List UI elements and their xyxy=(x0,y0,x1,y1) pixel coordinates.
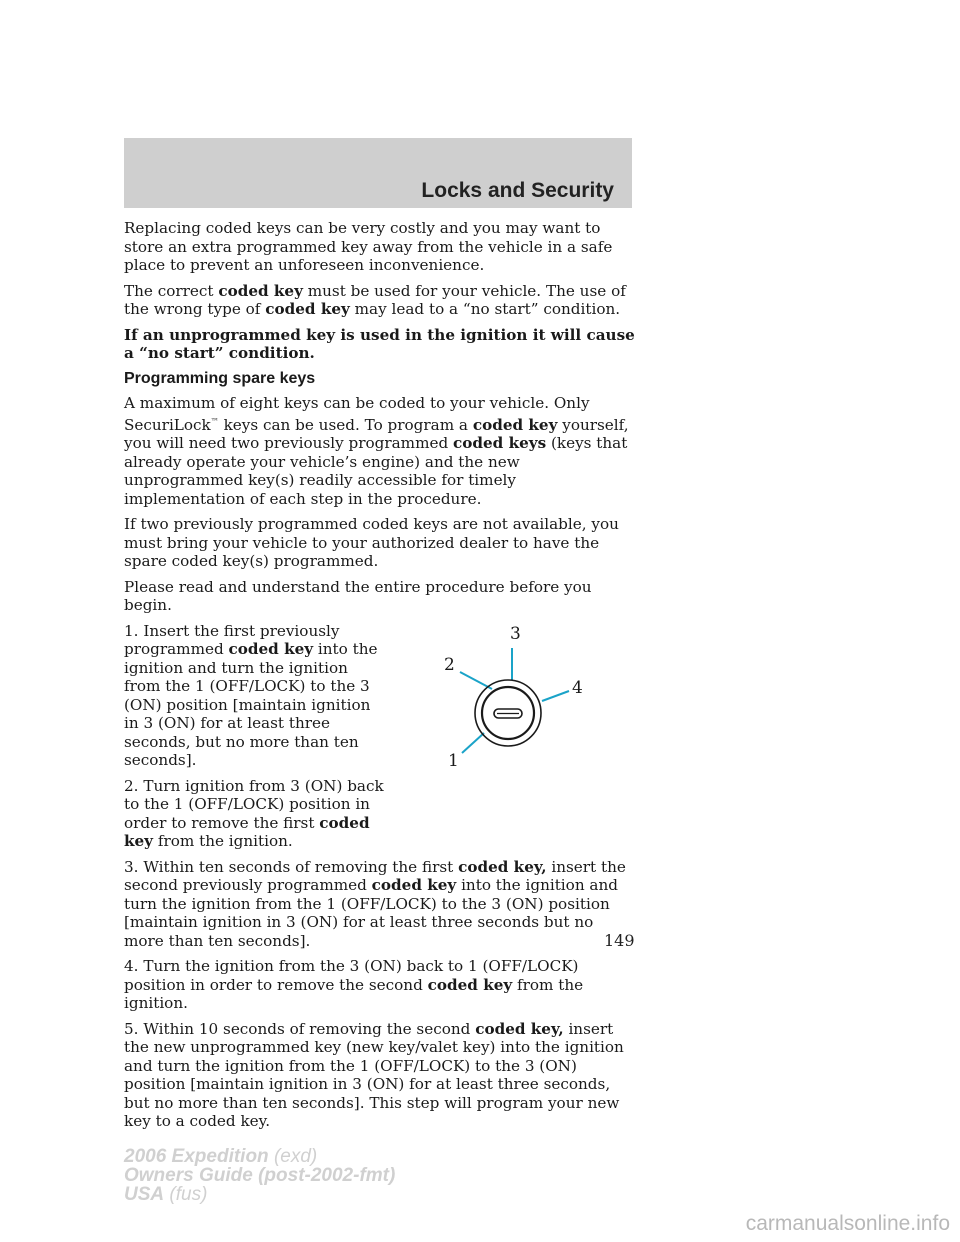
paragraph-dealer-note: If two previously programmed coded keys are not available, you must bring your vehicle to your authorized dealer to have the spare coded key(s) programmed. xyxy=(124,515,619,571)
bold-term: coded key xyxy=(265,300,350,318)
text-run: into the ignition and turn the ignition from the 1 (OFF/LOCK) to the 3 (ON) position [maintain ignition in 3 (ON) for at least three seconds but no more than ten seconds]. xyxy=(124,876,618,950)
page-content xyxy=(124,219,636,1138)
bold-term: coded key xyxy=(371,876,457,895)
watermark-link[interactable]: carmanualsonline.info xyxy=(745,1212,950,1235)
section-title: Locks and Security xyxy=(421,179,614,202)
bold-term: coded key xyxy=(427,975,513,994)
step-5 xyxy=(124,1020,636,1131)
step-2 xyxy=(124,777,386,851)
text-run: insert the second previously programmed xyxy=(124,857,626,895)
bold-term: coded keys xyxy=(453,434,547,453)
steps-column xyxy=(124,622,386,851)
footer-model-code: (exd) xyxy=(268,1146,318,1167)
page-number: 149 xyxy=(604,931,635,950)
step-4 xyxy=(124,957,636,1013)
text-run: into the ignition and turn the ignition from the 1 (OFF/LOCK) to the 3 (ON) position [maintain ignition in 3 (ON) for at least three seconds, but no more than ten seconds]. xyxy=(124,640,378,770)
bold-term: coded key xyxy=(124,813,370,851)
text-run: A maximum of eight keys can be coded to your vehicle. Only SecuriLock xyxy=(124,394,590,434)
text-run: from the ignition. xyxy=(124,975,584,1013)
text-run: 5. Within 10 seconds of removing the second xyxy=(124,1019,476,1038)
position-3-label: 3 xyxy=(510,623,521,644)
subheading-programming-spare-keys: Programming spare keys xyxy=(124,369,316,387)
footer-line-2: Owners Guide (post-2002-fmt) xyxy=(124,1165,396,1186)
bold-term: coded key, xyxy=(458,857,547,876)
step-3 xyxy=(124,858,636,951)
text-run: must be used for your vehicle. The use of the wrong type of xyxy=(124,281,626,318)
position-4-line xyxy=(542,691,569,701)
step-1 xyxy=(124,622,386,770)
text-run: The correct xyxy=(124,281,219,300)
bold-term: coded key xyxy=(218,281,303,300)
position-1-label: 1 xyxy=(448,750,459,771)
paragraph-read-procedure: Please read and understand the entire procedure before you begin. xyxy=(124,577,592,615)
footer-market: USA xyxy=(124,1184,165,1205)
footer-market-code: (fus) xyxy=(164,1184,208,1205)
bold-term: coded key, xyxy=(475,1019,564,1038)
paragraph-storage-advice: Replacing coded keys can be very costly and you may want to store an extra programmed key away from the vehicle in a safe place to prevent an unforeseen inconvenience. xyxy=(124,219,613,274)
text-run: insert the new unprogrammed key (new key/valet key) into the ignition and turn the ignition from the 1 (OFF/LOCK) to the 3 (ON) position [maintain ignition in 3 (ON) for at least three seconds, but no more than ten seconds]. This step will program your new key to a coded key. xyxy=(124,1019,624,1131)
text-run: from the ignition. xyxy=(153,832,293,851)
bold-term: coded key xyxy=(228,640,314,659)
steps-with-diagram xyxy=(124,622,636,851)
footer-line-1 xyxy=(124,1147,395,1166)
text-run: 3. Within ten seconds of removing the first xyxy=(124,857,459,876)
bold-term: coded key xyxy=(472,415,558,434)
paragraph-max-keys xyxy=(124,394,636,508)
footer-model: 2006 Expedition xyxy=(124,1146,269,1167)
text-run: 2. Turn ignition from 3 (ON) back to the 1 (OFF/LOCK) position in order to remove the first xyxy=(124,776,384,832)
ignition-diagram-svg xyxy=(424,622,594,782)
text-run: 4. Turn the ignition from the 3 (ON) back to 1 (OFF/LOCK) position in order to remove the second xyxy=(124,957,579,994)
trademark-symbol: ™ xyxy=(210,416,219,426)
paragraph-warning: If an unprogrammed key is used in the ignition it will cause a “no start” condition. xyxy=(124,325,635,362)
position-2-label: 2 xyxy=(444,654,455,675)
text-run: yourself, you will need two previously programmed xyxy=(124,415,629,453)
document-footer xyxy=(124,1147,395,1204)
text-run: (keys that already operate your vehicle’s engine) and the new unprogrammed key(s) readily accessible for timely implementation of each step in the procedure. xyxy=(124,434,628,508)
text-run: may lead to a “no start” condition. xyxy=(349,300,621,318)
section-header-band xyxy=(124,138,632,208)
text-run: keys can be used. To program a xyxy=(218,415,473,434)
ignition-positions-diagram xyxy=(424,622,594,782)
position-1-line xyxy=(462,733,484,753)
position-4-label: 4 xyxy=(572,677,583,698)
text-run: 1. Insert the first previously programmed xyxy=(124,621,340,659)
paragraph-correct-key xyxy=(124,282,636,319)
footer-line-3 xyxy=(124,1185,395,1204)
